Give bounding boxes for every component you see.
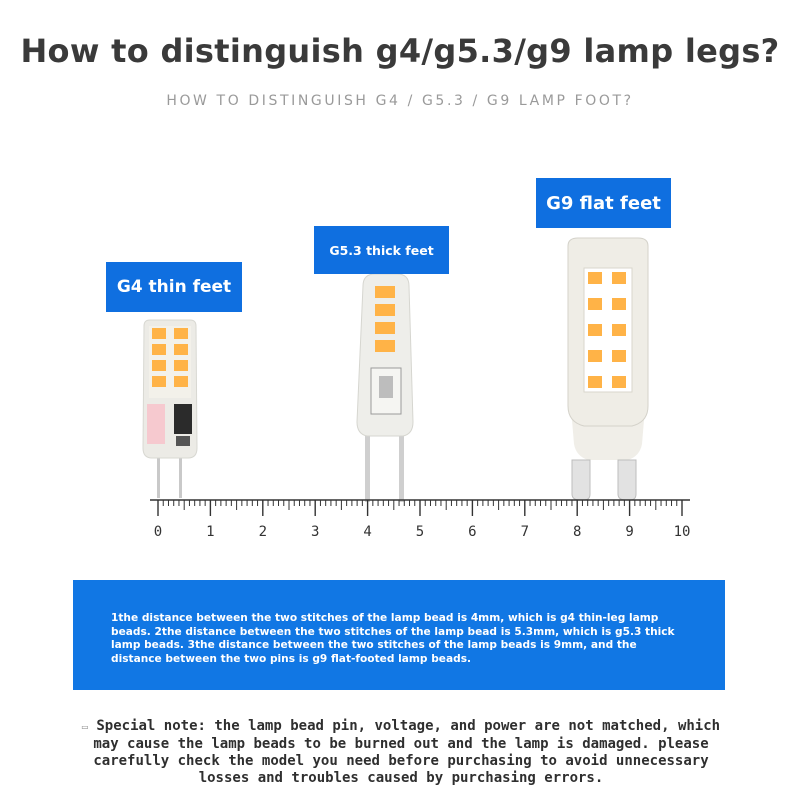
info-box (73, 580, 725, 690)
ruler (0, 490, 800, 550)
page-title: How to distinguish g4/g5.3/g9 lamp legs? (20, 32, 780, 70)
ruler-label: 2 (258, 524, 268, 540)
ruler-label: 6 (468, 524, 477, 540)
ruler-label: 8 (572, 524, 582, 540)
ruler-label: 1 (206, 524, 215, 540)
ruler-label: 5 (415, 524, 425, 540)
ruler-label: 0 (153, 524, 163, 540)
ruler-label: 7 (520, 524, 530, 540)
ruler-ticks (158, 500, 682, 516)
g53-tag: G5.3 thick feet (314, 226, 449, 274)
ruler-label: 9 (625, 524, 634, 540)
g53-lamp-image (345, 272, 425, 502)
ruler-label: 4 (363, 524, 372, 540)
page-subtitle: HOW TO DISTINGUISH G4 / G5.3 / G9 LAMP FOOT? (166, 93, 634, 109)
g9-tag: G9 flat feet (536, 178, 671, 228)
ruler-label: 3 (310, 524, 320, 540)
ruler-label: 10 (673, 524, 691, 540)
special-note (76, 718, 726, 787)
g9-lamp-image (558, 236, 658, 501)
lamp-icon: ▭ (81, 722, 88, 733)
g4-lamp-image (130, 318, 210, 498)
ruler-labels (154, 524, 691, 540)
info-text: 1the distance between the two stitches of the lamp bead is 4mm, which is g4 thin-leg lamp beads. 2the distance between the two stitches of the lamp bead is 5.3mm, which is g5.3 thick lamp beads. 3the distance between the two stitches of the lamp beads is 9mm, and the distance between the two pins is g9 flat-footed lamp beads. (111, 612, 675, 665)
g4-tag: G4 thin feet (106, 262, 242, 312)
special-note-text: Special note: the lamp bead pin, voltage, and power are not matched, which may cause the lamp beads to be burned out and the lamp is damaged. please carefully check the model you need before purchasing to avoid unnecessary losses and troubles caused by purchasing errors. (93, 718, 721, 786)
